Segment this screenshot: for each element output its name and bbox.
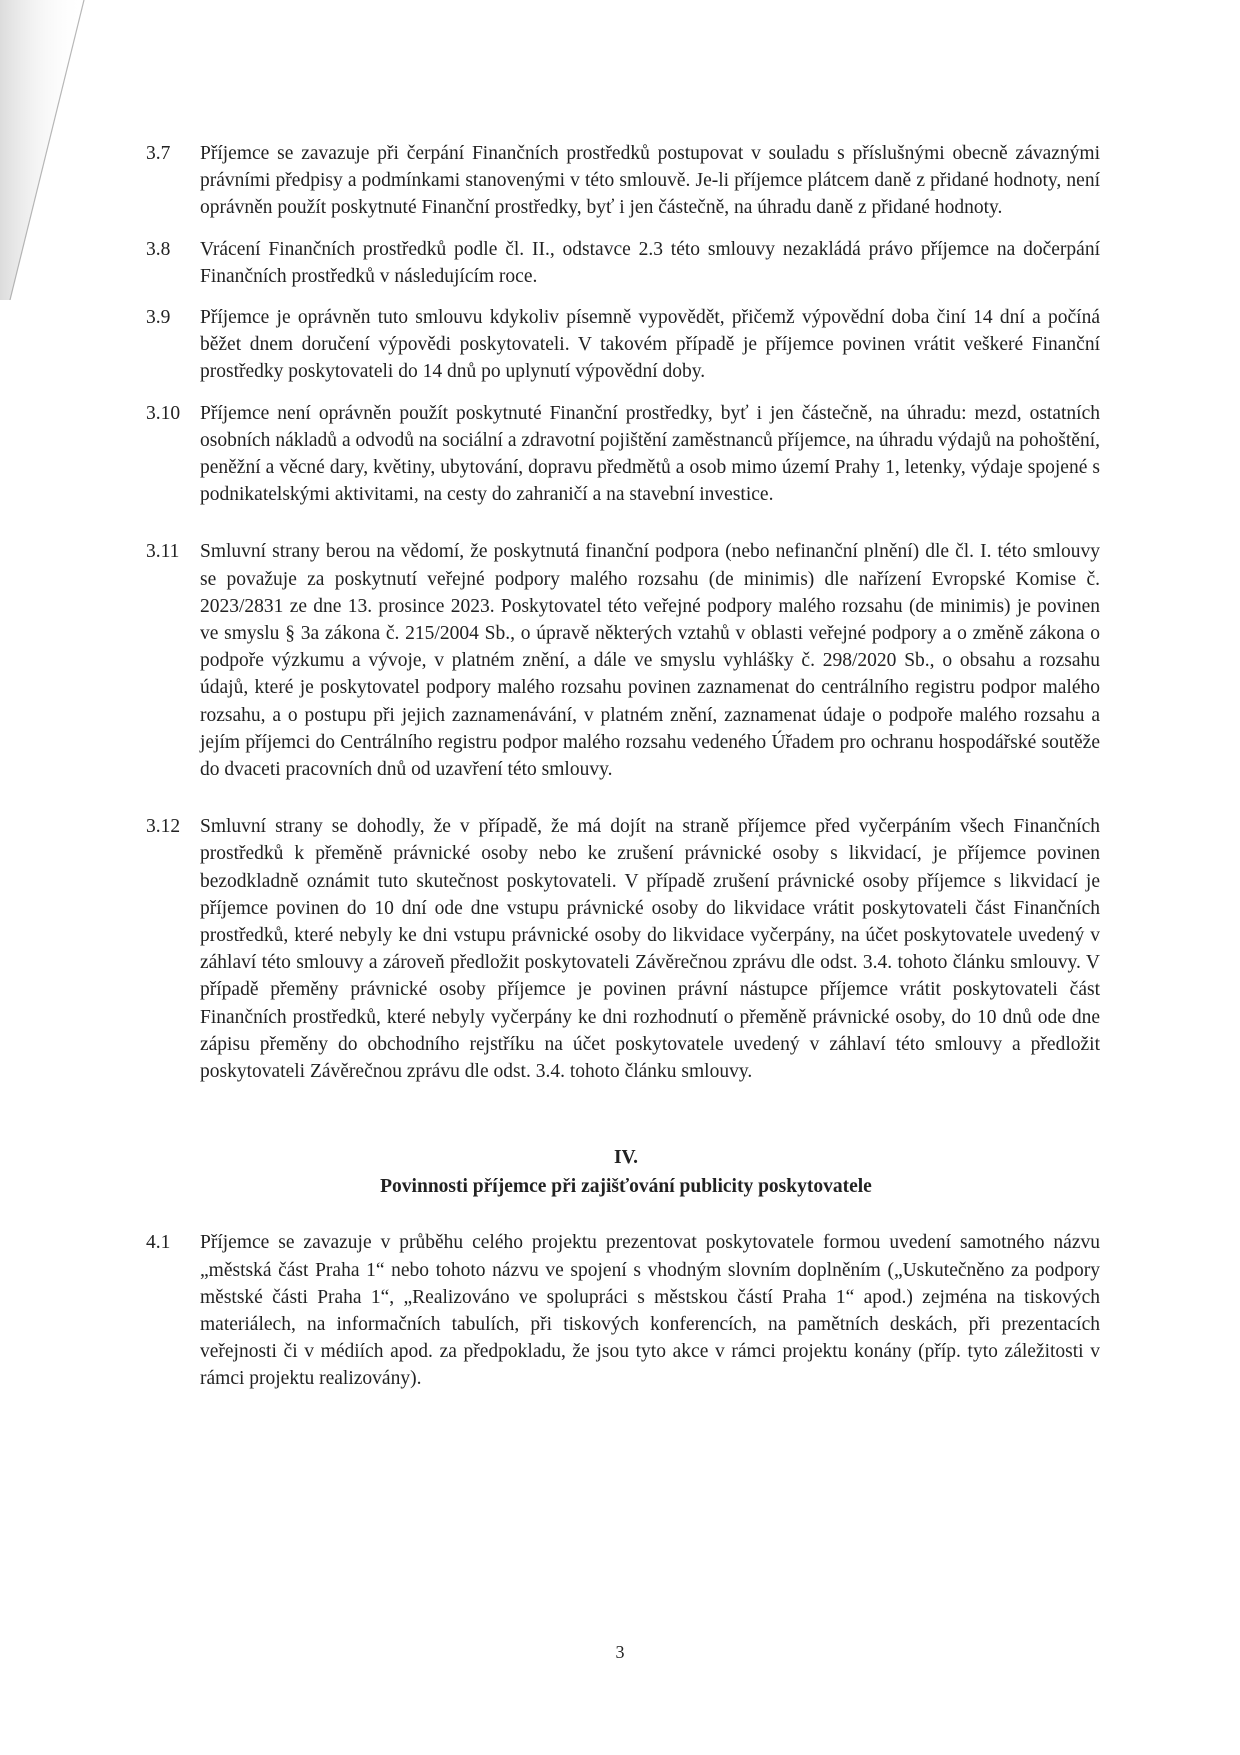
clause-number: 3.12 (146, 816, 181, 838)
clause-text: Vrácení Finančních prostředků podle čl. II., odstavce 2.3 této smlouvy nezakládá právo příjemce na dočerpání Finančních prostředků v následujícím roce. (200, 238, 1100, 287)
clause-number: 3.7 (146, 143, 171, 164)
clause-text: Příjemce se zavazuje v průběhu celého projektu prezentovat poskytovatele formou uvedení samotného názvu „městská část Praha 1“ nebo tohoto názvu ve spojení s vhodným slovním doplněním („Uskutečněno za podpory městské části Praha 1“, „Realizováno ve spolupráci s městskou částí Praha 1“ apod.) zejména na tiskových materiálech, na informačních tabulích, při tiskových konferencích, na pamětních deskách, při prezentacích veřejnosti či v médiích apod. za předpokladu, že jsou tyto akce v rámci projektu konány (příp. tyto záležitosti v rámci projektu realizovány). (200, 1232, 1100, 1390)
clause-3-8 (146, 236, 1106, 290)
clause-number: 3.11 (146, 541, 180, 563)
page-number: 3 (615, 1642, 625, 1662)
clause-text: Smluvní strany se dohodly, že v případě, že má dojít na straně příjemce před vyčerpáním všech Finančních prostředků k přeměně právnické osoby nebo ke zrušení právnické osoby s likvidací, je příjemce povinen bezodkladně oznámit tuto skutečnost poskytovateli. V případě zrušení právnické osoby příjemce s likvidací je příjemce povinen do 10 dní ode dne vstupu právnické osoby do likvidace vrátit poskytovateli část Finančních prostředků, které nebyly ke dni vstupu právnické osoby do likvidace vyčerpány, na účet poskytovatele uvedený v záhlaví této smlouvy a zároveň předložit poskytovateli Závěrečnou zprávu dle odst. 3.4. tohoto článku smlouvy. V případě přeměny právnické osoby příjemce je povinen právní nástupce příjemce vrátit poskytovateli část Finančních prostředků, které nebyly vyčerpány ke dni rozhodnutí o přeměně právnické osoby, do 10 dnů ode dne zápisu přeměny do obchodního rejstříku na účet poskytovatele uvedený v záhlaví této smlouvy a předložit poskytovateli Závěrečnou zprávu dle odst. 3.4. tohoto článku smlouvy. (200, 816, 1100, 1083)
clause-text: Smluvní strany berou na vědomí, že poskytnutá finanční podpora (nebo nefinanční plnění) dle čl. I. této smlouvy se považuje za poskytnutí veřejné podpory malého rozsahu (de minimis) dle nařízení Evropské Komise č. 2023/2831 ze dne 13. prosince 2023. Poskytovatel této veřejné podpory malého rozsahu (de minimis) je povinen ve smyslu § 3a zákona č. 215/2004 Sb., o úpravě některých vztahů v oblasti veřejné podpory a o změně zákona o podpoře výzkumu a vývoje, v platném znění, a dále ve smyslu vyhlášky č. 298/2020 Sb., o obsahu a rozsahu údajů, které je poskytovatel podpory malého rozsahu povinen zaznamenat do centrálního registru podpor malého rozsahu, a o postupu při jejich zaznamenávání, v platném znění, zaznamenat údaje o podpoře malého rozsahu a jejím příjemci do Centrálního registru podpor malého rozsahu vedeného Úřadem pro ochranu hospodářské soutěže do dvaceti pracovních dnů od uzavření této smlouvy. (200, 541, 1100, 781)
clause-3-12 (146, 813, 1106, 1085)
clause-number: 4.1 (146, 1232, 171, 1254)
clause-3-10 (146, 400, 1106, 509)
section-title: Povinnosti příjemce při zajišťování publicity poskytovatele (380, 1176, 872, 1198)
clause-number: 3.8 (146, 238, 171, 260)
clause-3-9 (146, 304, 1106, 386)
clause-4-1 (146, 1229, 1106, 1392)
clause-text: Příjemce je oprávněn tuto smlouvu kdykoliv písemně vypovědět, přičemž výpovědní doba činí 14 dní a počíná běžet dnem doručení výpovědi poskytovateli. V takovém případě je příjemce povinen vrátit veškeré Finanční prostředky poskytovateli do 14 dnů po uplynutí výpovědní doby. (200, 307, 1100, 383)
section-numeral: IV. (613, 1147, 639, 1169)
clause-number: 3.10 (146, 402, 181, 424)
clause-3-7 (146, 140, 1106, 222)
scan-artifact (0, 0, 90, 300)
document-body (146, 140, 1106, 1407)
clause-number: 3.9 (146, 307, 171, 329)
clause-text: Příjemce se zavazuje při čerpání Finančních prostředků postupovat v souladu s příslušnými obecně závaznými právními předpisy a podmínkami stanovenými v této smlouvě. Je-li příjemce plátcem daně z přidané hodnoty, není oprávněn použít poskytnuté Finanční prostředky, byť i jen částečně, na úhradu daně z přidané hodnoty. (200, 143, 1100, 219)
clause-3-11 (146, 538, 1106, 783)
section-heading (146, 1143, 1106, 1201)
clause-text: Příjemce není oprávněn použít poskytnuté Finanční prostředky, byť i jen částečně, na úhradu: mezd, ostatních osobních nákladů a odvodů na sociální a zdravotní pojištění zaměstnanců příjemce, na úhradu výdajů na pohoštění, peněžní a věcné dary, květiny, ubytování, dopravu předmětů a osob mimo území Prahy 1, letenky, výdaje spojené s podnikatelskými aktivitami, na cesty do zahraničí a na stavební investice. (200, 402, 1100, 506)
